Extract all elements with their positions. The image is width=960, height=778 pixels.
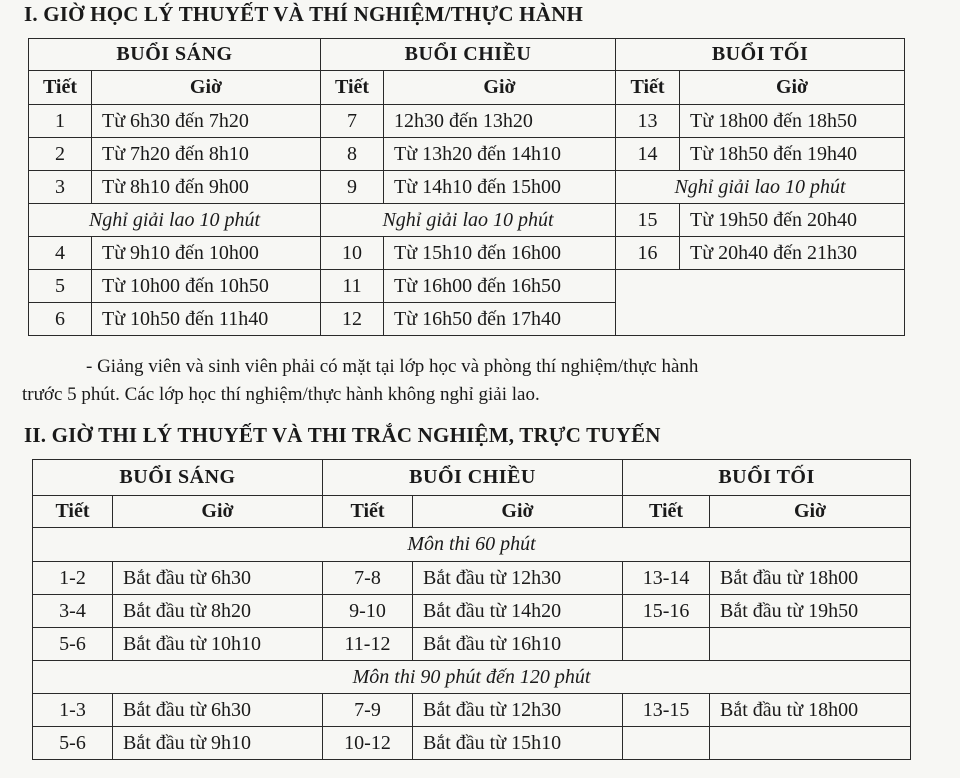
col-tiet-header: Tiết xyxy=(323,496,413,528)
table-row xyxy=(29,138,905,171)
col-tiet-header: Tiết xyxy=(616,71,680,105)
time-cell: Bắt đầu từ 18h00 xyxy=(710,562,911,595)
period-cell: 5-6 xyxy=(33,628,113,661)
time-cell: Bắt đầu từ 12h30 xyxy=(413,562,623,595)
period-cell: 2 xyxy=(29,138,92,171)
time-cell: Từ 10h50 đến 11h40 xyxy=(92,303,321,336)
period-cell: 7-8 xyxy=(323,562,413,595)
period-cell: 9-10 xyxy=(323,595,413,628)
class-schedule-table xyxy=(28,38,905,336)
note-line-1: - Giảng viên và sinh viên phải có mặt tại lớp học và phòng thí nghiệm/thực hành xyxy=(86,356,699,377)
table-row xyxy=(33,628,911,661)
period-cell: 9 xyxy=(321,171,384,204)
time-cell: Bắt đầu từ 9h10 xyxy=(113,727,323,760)
evening-session-header: BUỔI TỐI xyxy=(623,460,911,496)
section2-heading: II. GIỜ THI LÝ THUYẾT VÀ THI TRẮC NGHIỆM, TRỰC TUYẾN xyxy=(24,423,661,447)
table-row xyxy=(29,270,905,303)
table-row xyxy=(29,105,905,138)
morning-session-header: BUỔI SÁNG xyxy=(33,460,323,496)
section1-heading: I. GIỜ HỌC LÝ THUYẾT VÀ THÍ NGHIỆM/THỰC HÀNH xyxy=(24,2,583,26)
table-row xyxy=(33,595,911,628)
col-gio-header: Giờ xyxy=(384,71,616,105)
col-tiet-header: Tiết xyxy=(623,496,710,528)
time-cell: 12h30 đến 13h20 xyxy=(384,105,616,138)
col-tiet-header: Tiết xyxy=(29,71,92,105)
period-cell: 3 xyxy=(29,171,92,204)
period-cell xyxy=(623,628,710,661)
time-cell xyxy=(710,727,911,760)
time-cell: Từ 14h10 đến 15h00 xyxy=(384,171,616,204)
time-cell: Bắt đầu từ 14h20 xyxy=(413,595,623,628)
time-cell xyxy=(710,628,911,661)
time-cell: Bắt đầu từ 15h10 xyxy=(413,727,623,760)
time-cell: Từ 20h40 đến 21h30 xyxy=(680,237,905,270)
morning-session-header: BUỔI SÁNG xyxy=(29,39,321,71)
period-cell: 11 xyxy=(321,270,384,303)
col-tiet-header: Tiết xyxy=(321,71,384,105)
time-cell: Bắt đầu từ 6h30 xyxy=(113,562,323,595)
time-cell: Từ 7h20 đến 8h10 xyxy=(92,138,321,171)
table-row xyxy=(29,171,905,204)
period-cell: 13-15 xyxy=(623,694,710,727)
table-row xyxy=(29,237,905,270)
exam-schedule-table xyxy=(32,459,911,760)
time-cell: Từ 8h10 đến 9h00 xyxy=(92,171,321,204)
time-cell: Từ 19h50 đến 20h40 xyxy=(680,204,905,237)
period-cell: 6 xyxy=(29,303,92,336)
col-tiet-header: Tiết xyxy=(33,496,113,528)
note-line-2: trước 5 phút. Các lớp học thí nghiệm/thực hành không nghỉ giải lao. xyxy=(22,384,540,405)
time-cell: Từ 9h10 đến 10h00 xyxy=(92,237,321,270)
evening-session-header: BUỔI TỐI xyxy=(616,39,905,71)
period-cell: 3-4 xyxy=(33,595,113,628)
time-cell: Từ 15h10 đến 16h00 xyxy=(384,237,616,270)
period-cell: 11-12 xyxy=(323,628,413,661)
table-row xyxy=(33,694,911,727)
col-gio-header: Giờ xyxy=(113,496,323,528)
period-cell: 10-12 xyxy=(323,727,413,760)
period-cell: 12 xyxy=(321,303,384,336)
time-cell: Từ 18h00 đến 18h50 xyxy=(680,105,905,138)
period-cell: 15-16 xyxy=(623,595,710,628)
period-cell: 16 xyxy=(616,237,680,270)
period-cell xyxy=(623,727,710,760)
time-cell: Bắt đầu từ 10h10 xyxy=(113,628,323,661)
period-cell: 13 xyxy=(616,105,680,138)
period-cell: 15 xyxy=(616,204,680,237)
period-cell: 7-9 xyxy=(323,694,413,727)
afternoon-session-header: BUỔI CHIỀU xyxy=(323,460,623,496)
exam-group-label: Môn thi 90 phút đến 120 phút xyxy=(33,661,911,694)
table-row xyxy=(33,562,911,595)
time-cell: Bắt đầu từ 19h50 xyxy=(710,595,911,628)
time-cell: Từ 10h00 đến 10h50 xyxy=(92,270,321,303)
col-gio-header: Giờ xyxy=(92,71,321,105)
period-cell: 10 xyxy=(321,237,384,270)
table-row xyxy=(33,727,911,760)
period-cell: 5-6 xyxy=(33,727,113,760)
period-cell: 1-2 xyxy=(33,562,113,595)
period-cell: 5 xyxy=(29,270,92,303)
period-cell: 1 xyxy=(29,105,92,138)
period-cell: 13-14 xyxy=(623,562,710,595)
time-cell: Từ 16h50 đến 17h40 xyxy=(384,303,616,336)
period-cell: 4 xyxy=(29,237,92,270)
time-cell: Bắt đầu từ 18h00 xyxy=(710,694,911,727)
table-row xyxy=(29,204,905,237)
exam-group-label: Môn thi 60 phút xyxy=(33,528,911,562)
empty-cell xyxy=(616,270,905,336)
evening-break-cell: Nghỉ giải lao 10 phút xyxy=(616,171,905,204)
time-cell: Bắt đầu từ 12h30 xyxy=(413,694,623,727)
morning-break-cell: Nghỉ giải lao 10 phút xyxy=(29,204,321,237)
time-cell: Từ 13h20 đến 14h10 xyxy=(384,138,616,171)
afternoon-session-header: BUỔI CHIỀU xyxy=(321,39,616,71)
time-cell: Từ 18h50 đến 19h40 xyxy=(680,138,905,171)
col-gio-header: Giờ xyxy=(680,71,905,105)
col-gio-header: Giờ xyxy=(413,496,623,528)
time-cell: Bắt đầu từ 16h10 xyxy=(413,628,623,661)
col-gio-header: Giờ xyxy=(710,496,911,528)
time-cell: Bắt đầu từ 8h20 xyxy=(113,595,323,628)
time-cell: Từ 16h00 đến 16h50 xyxy=(384,270,616,303)
period-cell: 8 xyxy=(321,138,384,171)
period-cell: 14 xyxy=(616,138,680,171)
period-cell: 1-3 xyxy=(33,694,113,727)
afternoon-break-cell: Nghỉ giải lao 10 phút xyxy=(321,204,616,237)
time-cell: Bắt đầu từ 6h30 xyxy=(113,694,323,727)
time-cell: Từ 6h30 đến 7h20 xyxy=(92,105,321,138)
period-cell: 7 xyxy=(321,105,384,138)
